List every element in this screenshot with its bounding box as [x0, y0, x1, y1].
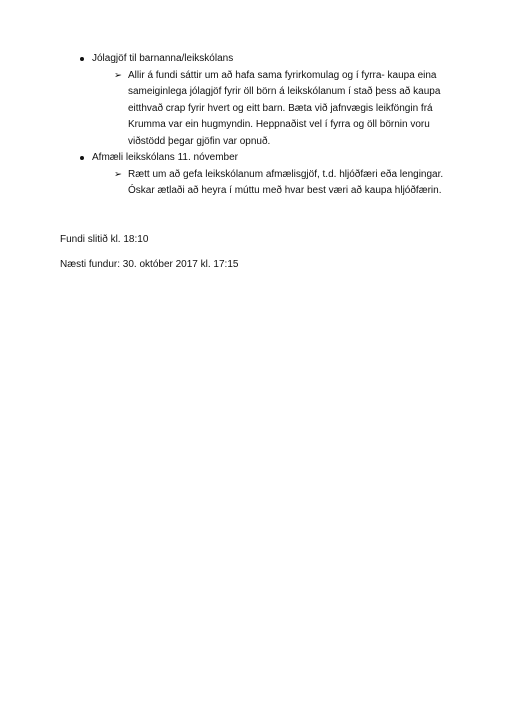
document-content	[60, 51, 450, 274]
meeting-closed-text: Fundi slitið kl. 18:10	[60, 233, 149, 245]
sub-item-text: Allir á fundi sáttir um að hafa sama fyrirkomulag og í fyrra- kaupa eina sameiginlega jólagjöf fyrir öll börn á leikskólanum í stað þess að kaupa eitthvað crap fyrir hvert og eitt barn. Bæta við jafnvægis leikföngin frá Krumma var ein hugmyndin. Heppnaðist vel í fyrra og öll börnin voru viðstödd þegar gjöfin var opnuð.	[128, 69, 441, 147]
arrow-bullet-icon: ➢	[114, 168, 122, 180]
bullet-icon	[80, 57, 84, 61]
list-item-title: Afmæli leikskólans 11. nóvember	[92, 152, 238, 163]
list-item-birthday	[60, 150, 450, 167]
sub-item-text: Rætt um að gefa leikskólanum afmælisgjöf, t.d. hljóðfæri eða lengingar. Óskar ætlaði að heyra í múttu með hvar best væri að kaupa hljóðfærin.	[128, 168, 444, 196]
list-item-title: Jólagjöf til barnanna/leikskólans	[92, 53, 234, 64]
list-item-gift	[60, 51, 450, 68]
bullet-icon	[80, 156, 84, 160]
next-meeting-text: Næsti fundur: 30. október 2017 kl. 17:15	[60, 259, 239, 270]
sub-item-gift	[60, 68, 450, 151]
sub-item-birthday	[60, 167, 450, 200]
arrow-bullet-icon: ➢	[114, 69, 122, 81]
